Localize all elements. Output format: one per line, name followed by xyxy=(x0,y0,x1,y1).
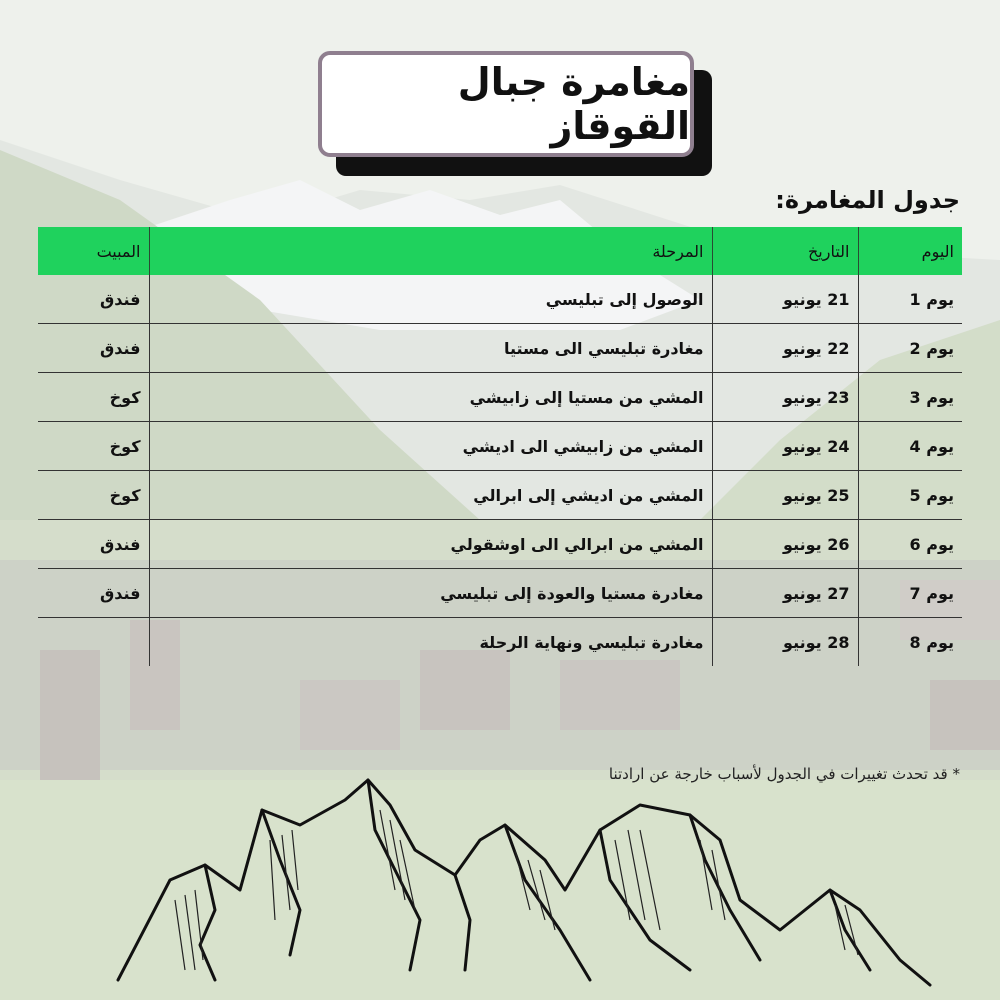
cell-date: 28 يونيو xyxy=(712,618,858,667)
cell-lodging: فندق xyxy=(38,569,149,618)
mountains-illustration xyxy=(0,770,1000,1000)
cell-stage: المشي من ابرالي الى اوشقولي xyxy=(149,520,712,569)
cell-date: 25 يونيو xyxy=(712,471,858,520)
cell-day: يوم 5 xyxy=(858,471,962,520)
cell-date: 21 يونيو xyxy=(712,275,858,324)
cell-stage: الوصول إلى تبليسي xyxy=(149,275,712,324)
cell-stage: مغادرة تبليسي الى مستيا xyxy=(149,324,712,373)
cell-stage: مغادرة مستيا والعودة إلى تبليسي xyxy=(149,569,712,618)
cell-date: 22 يونيو xyxy=(712,324,858,373)
cell-lodging: كوخ xyxy=(38,471,149,520)
cell-date: 24 يونيو xyxy=(712,422,858,471)
cell-day: يوم 2 xyxy=(858,324,962,373)
cell-date: 26 يونيو xyxy=(712,520,858,569)
header-date: التاريخ xyxy=(712,227,858,275)
cell-stage: المشي من مستيا إلى زابيشي xyxy=(149,373,712,422)
schedule-heading: جدول المغامرة: xyxy=(775,186,960,214)
table-row xyxy=(38,618,962,667)
cell-day: يوم 7 xyxy=(858,569,962,618)
cell-lodging: كوخ xyxy=(38,373,149,422)
table-row xyxy=(38,373,962,422)
table-row xyxy=(38,471,962,520)
cell-lodging: فندق xyxy=(38,520,149,569)
table-row xyxy=(38,275,962,324)
cell-stage: المشي من زابيشي الى اديشي xyxy=(149,422,712,471)
cell-lodging xyxy=(38,618,149,667)
cell-lodging: فندق xyxy=(38,275,149,324)
cell-day: يوم 4 xyxy=(858,422,962,471)
cell-day: يوم 6 xyxy=(858,520,962,569)
cell-date: 23 يونيو xyxy=(712,373,858,422)
page-title: مغامرة جبال القوقاز xyxy=(457,60,690,148)
cell-date: 27 يونيو xyxy=(712,569,858,618)
header-lodging: المبيت xyxy=(38,227,149,275)
cell-stage: مغادرة تبليسي ونهاية الرحلة xyxy=(149,618,712,667)
table-header-row xyxy=(38,227,962,275)
table-row xyxy=(38,324,962,373)
title-box xyxy=(318,51,694,157)
cell-day: يوم 1 xyxy=(858,275,962,324)
cell-lodging: فندق xyxy=(38,324,149,373)
table-row xyxy=(38,569,962,618)
cell-stage: المشي من اديشي إلى ابرالي xyxy=(149,471,712,520)
table-row xyxy=(38,520,962,569)
cell-day: يوم 8 xyxy=(858,618,962,667)
table-row xyxy=(38,422,962,471)
header-stage: المرحلة xyxy=(149,227,712,275)
cell-lodging: كوخ xyxy=(38,422,149,471)
schedule-table xyxy=(38,227,962,666)
header-day: اليوم xyxy=(858,227,962,275)
disclaimer-note: * قد تحدث تغييرات في الجدول لأسباب خارجة عن ارادتنا xyxy=(608,765,960,783)
cell-day: يوم 3 xyxy=(858,373,962,422)
